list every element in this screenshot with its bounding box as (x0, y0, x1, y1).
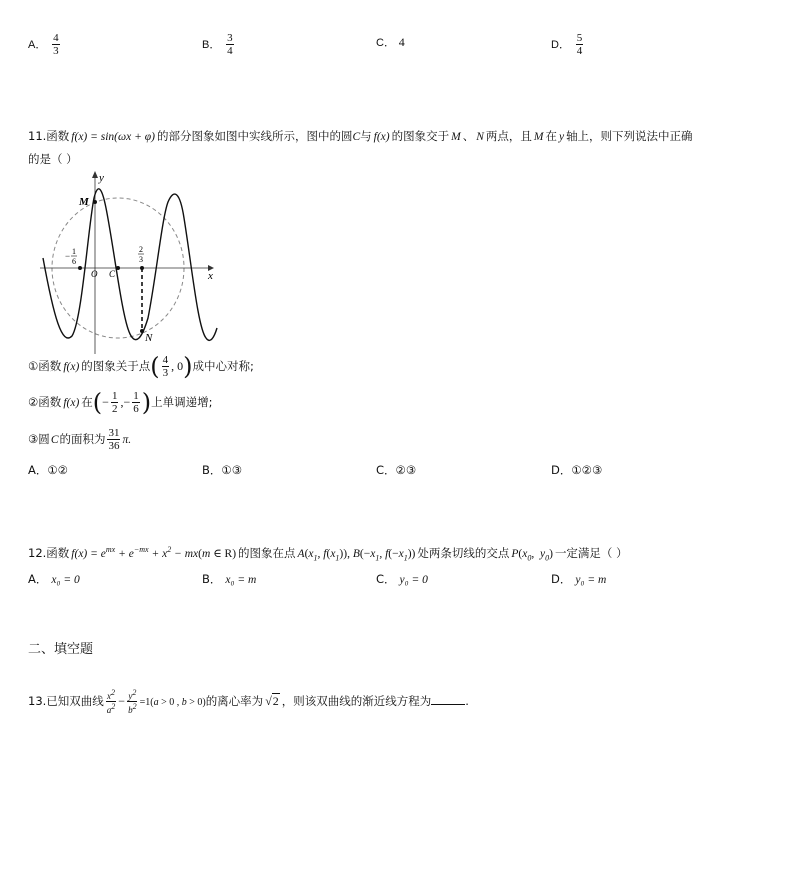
stem-text: ②函数 (28, 395, 62, 409)
sine-curve (43, 189, 217, 341)
option-letter: D． (551, 39, 570, 51)
stem-text: 的图象关于点 (81, 359, 151, 373)
point-symbol: N (476, 131, 484, 143)
stem-text: 函数 (46, 129, 70, 143)
label-neg-sixth-num: 1 (72, 247, 76, 256)
label-n: N (145, 332, 153, 344)
q12-stem (28, 545, 628, 562)
stem-text: 一定满足（ ） (554, 546, 628, 560)
stem-text: ③圆 (28, 432, 50, 446)
point-neg-sixth (78, 266, 82, 270)
stem-text: 与 (360, 129, 372, 143)
function-expression: f(x) = sin(ωx + φ) (71, 131, 155, 143)
option-math: y₀ = 0 (399, 574, 428, 586)
option-math: y₀ = m (575, 574, 607, 586)
stem-text: . (465, 694, 469, 708)
stem-text: 处两条切线的交点 (417, 546, 510, 560)
stem-text: 在 (81, 395, 93, 409)
q12-option-d (551, 571, 606, 587)
stem-text: ①函数 (28, 359, 62, 373)
option-letter: A． (28, 39, 47, 51)
fraction-denominator: 4 (576, 45, 583, 57)
function-expression: $f(x) = e^{mx} + e^{-mx} + x^2 - mx(m$ ∈ R) (71, 545, 237, 560)
fraction-numerator: 4 (53, 32, 59, 44)
option-math: x₀ = m (225, 574, 257, 586)
y-axis-arrow (92, 171, 98, 178)
q10-option-b (202, 32, 236, 57)
question-number: 11. (28, 129, 47, 143)
label-c: C (109, 269, 116, 279)
fraction-y2-b2: $\frac{y^2}{b^2}$ (128, 688, 137, 715)
stem-text: 成中心对称; (192, 359, 254, 373)
q12-option-b (202, 571, 256, 587)
q11-option-c: C．②③ (376, 463, 417, 477)
answer-blank[interactable] (431, 694, 465, 705)
option-math: x₀ = 0 (51, 574, 80, 586)
fraction-denominator: 3 (53, 45, 59, 57)
q11-statement-3 (28, 427, 131, 452)
q12-option-a (28, 571, 80, 587)
q11-graph (36, 168, 226, 354)
stem-text: 函数 (46, 546, 70, 560)
pi-symbol: π. (122, 434, 132, 446)
q11-option-d: D．①②③ (551, 463, 603, 477)
label-two-thirds-den: 3 (139, 255, 143, 264)
option-letter: D． (551, 572, 572, 586)
fraction-denominator: 4 (227, 45, 233, 57)
stem-text: 已知双曲线 (46, 694, 104, 708)
stem-text: 的图象在点 (238, 546, 296, 560)
label-neg-sign: − (65, 251, 71, 261)
option-letter: C． (376, 37, 395, 49)
function-expression: f(x) (63, 397, 80, 409)
stem-text: 两点，且 (485, 129, 532, 143)
fraction-numerator: 5 (576, 32, 583, 44)
fraction-denominator: 2 (111, 403, 118, 415)
label-two-thirds-num: 2 (139, 245, 143, 254)
q11-option-b: B．①③ (202, 463, 243, 477)
label-o: O (91, 269, 98, 279)
axis-symbol: y (558, 131, 565, 143)
label-neg-sixth-den: 6 (72, 257, 76, 266)
point-two-thirds (140, 266, 144, 270)
q11-option-a: A．①② (28, 463, 68, 477)
question-number: 13. (28, 694, 47, 708)
circle-symbol: C (352, 131, 361, 143)
label-m: M (79, 196, 89, 208)
q11-stem-line1 (28, 128, 693, 144)
option-value: 4 (398, 35, 405, 49)
q10-option-d (551, 32, 585, 57)
point-n (140, 329, 144, 333)
label-y: y (99, 172, 104, 184)
question-number: 12. (28, 546, 47, 560)
function-expression: f(x) (373, 131, 390, 143)
stem-text: 的面积为 (59, 432, 106, 446)
option-letter: C． (376, 572, 396, 586)
option-letter: B． (202, 39, 221, 51)
fraction-numerator: 31 (108, 427, 120, 439)
circle-symbol: C (50, 434, 59, 446)
q10-option-a (28, 32, 62, 57)
stem-text: 的部分图象如图中实线所示，图中的圆 (156, 129, 353, 143)
point-coordinate: , 0 (171, 359, 184, 373)
function-expression: f(x) (63, 361, 80, 373)
hyperbola-condition: =1(a > 0 , b > 0) (139, 697, 206, 708)
point-m (93, 200, 97, 204)
stem-text: 在 (545, 129, 557, 143)
stem-text: 的图象交于 (391, 129, 450, 143)
q11-statement-1: ①函数 f(x) 的图象关于点( $\frac{4}{3}$ , 0)成中心对称; (28, 352, 254, 381)
fraction-numerator: 4 (162, 354, 169, 366)
fraction-denominator: 6 (133, 403, 139, 415)
fraction-numerator: 3 (227, 32, 233, 44)
option-letter: A． (28, 572, 48, 586)
point-expression: $A(x_1$, $f(x_1)$), $B(-x_1$, $f(-x_1)$) (297, 548, 416, 563)
label-x: x (208, 270, 213, 282)
fraction-numerator: 1 (133, 390, 139, 402)
stem-text: 轴上，则下列说法中正确 (566, 129, 693, 143)
point-symbol: M (451, 131, 461, 143)
q10-option-c (376, 34, 405, 50)
fraction-numerator: 1 (111, 390, 118, 402)
option-letter: B． (202, 572, 222, 586)
section-heading: 二、填空题 (28, 642, 94, 657)
q11-statement-2: ②函数 f(x) 在(− $\frac{1}{2}$ ,− $\frac{1}{6}$ )上单调递增; (28, 388, 213, 417)
q11-stem-line2: 的是（ ） (28, 152, 78, 166)
sqrt-two: √2 (265, 694, 279, 708)
q13-stem: 13.已知双曲线 $\frac{x^2}{a^2}$ − $\frac{y^2}{b^2}$ =1(a > 0 , b > 0)的离心率为 √2 ，则该双曲线的渐近线方程为 . (28, 688, 469, 715)
q12-option-c (376, 571, 428, 587)
stem-text: 的离心率为 (205, 694, 264, 708)
stem-text: ，则该双曲线的渐近线方程为 (281, 694, 432, 708)
fraction-denominator: 36 (108, 440, 120, 452)
point-expression: $P(x_0$, $y_0$) (511, 548, 553, 563)
stem-text: 、 (462, 129, 475, 143)
fraction-x2-a2: $\frac{x^2}{a^2}$ (106, 688, 116, 715)
fraction-denominator: 3 (162, 367, 169, 379)
stem-text: 上单调递增; (151, 395, 213, 409)
point-c (116, 266, 120, 270)
point-symbol: M (533, 131, 544, 143)
